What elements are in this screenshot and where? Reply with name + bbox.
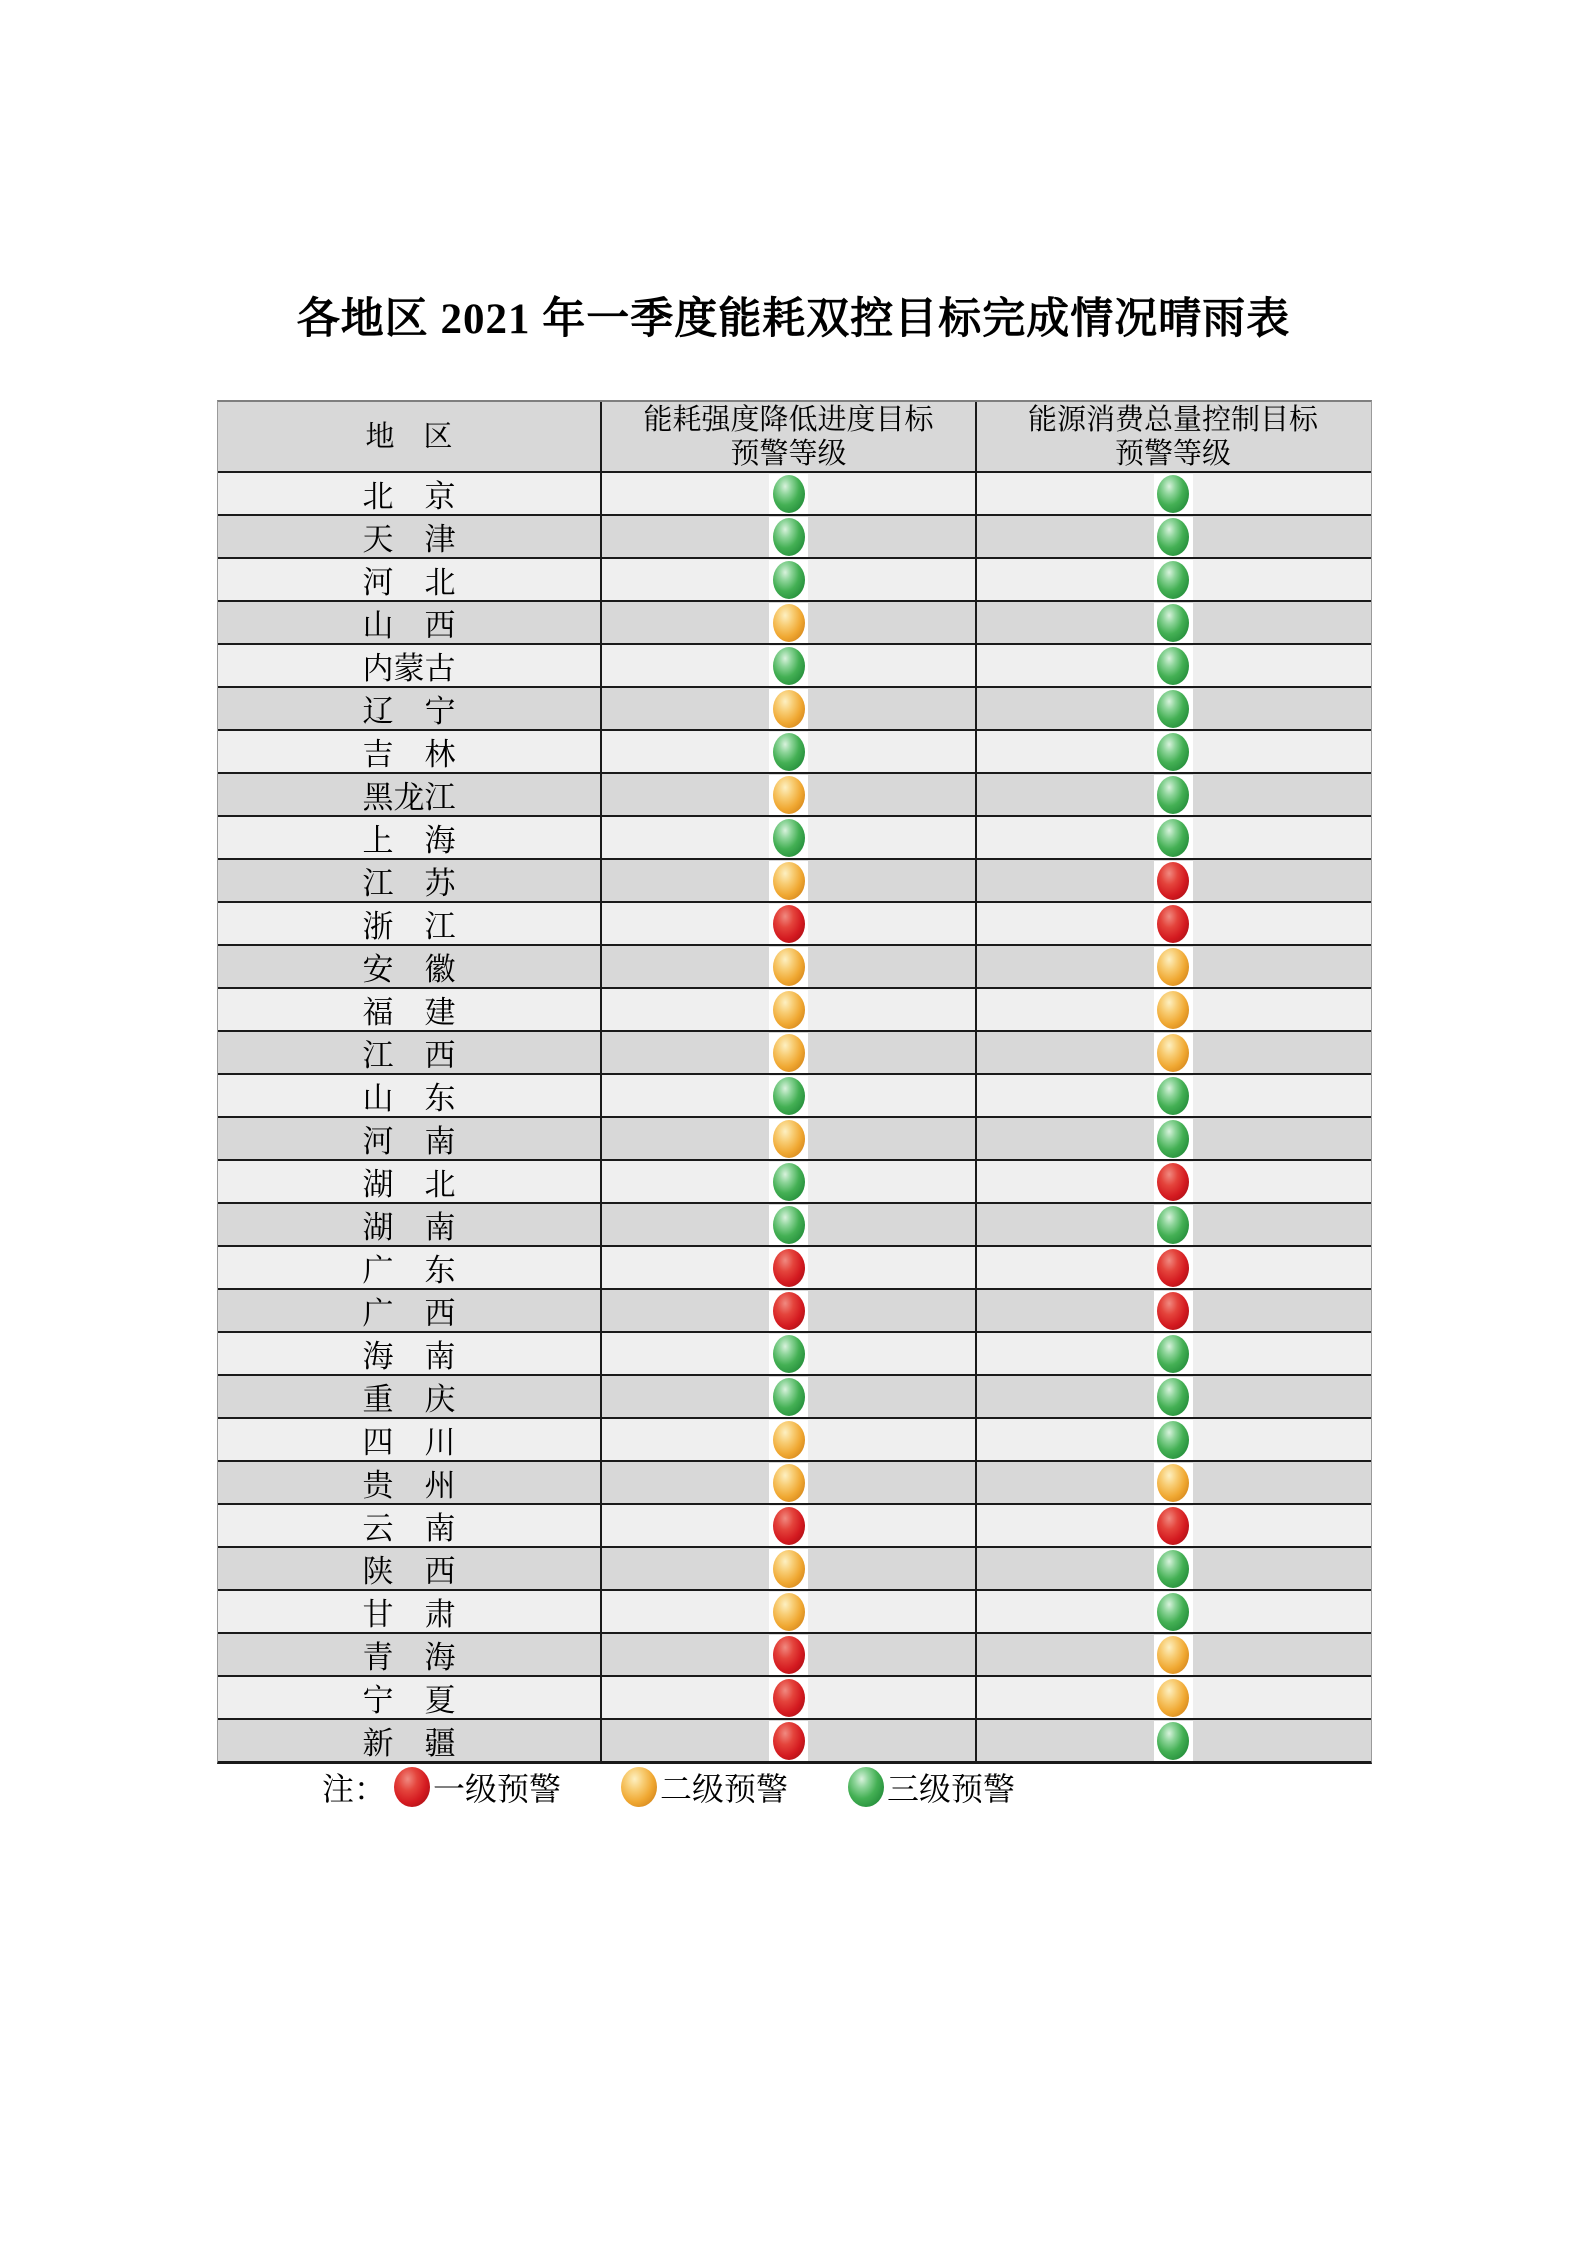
ball-backdrop (1154, 1506, 1193, 1546)
ball-backdrop (1154, 1033, 1193, 1073)
ball-backdrop (769, 990, 808, 1030)
intensity-warning-ball-green (773, 475, 805, 513)
intensity-warning-ball-red (773, 1507, 805, 1545)
intensity-warning-cell (600, 860, 975, 901)
intensity-warning-ball-orange (773, 1464, 805, 1502)
region-name: 海 南 (362, 1339, 456, 1374)
intensity-warning-ball-orange (773, 1421, 805, 1459)
intensity-warning-ball-green (773, 1077, 805, 1115)
ball-backdrop (769, 1248, 808, 1288)
ball-backdrop (1154, 689, 1193, 729)
legend-label: 二级预警 (660, 1771, 789, 1807)
intensity-warning-cell (600, 1591, 975, 1632)
legend-ball-orange (621, 1767, 657, 1807)
ball-backdrop (769, 1721, 808, 1761)
total-warning-cell (975, 946, 1369, 987)
legend-ball-green (848, 1767, 884, 1807)
region-name: 新 疆 (362, 1726, 456, 1761)
total-warning-cell (975, 1118, 1369, 1159)
region-name: 江 苏 (362, 866, 456, 901)
total-warning-cell (975, 774, 1369, 815)
header-total (975, 402, 1369, 471)
total-warning-ball-red (1157, 1249, 1189, 1287)
legend-label: 一级预警 (433, 1771, 562, 1807)
region-name: 贵 州 (362, 1468, 456, 1503)
intensity-warning-ball-orange (773, 862, 805, 900)
ball-backdrop (1154, 1678, 1193, 1718)
region-name: 安 徽 (362, 952, 456, 987)
intensity-warning-cell (600, 1548, 975, 1589)
total-warning-cell (975, 1720, 1369, 1761)
ball-backdrop (1154, 1119, 1193, 1159)
intensity-warning-cell (600, 946, 975, 987)
intensity-warning-ball-red (773, 905, 805, 943)
ball-backdrop (769, 1291, 808, 1331)
ball-backdrop (1154, 818, 1193, 858)
total-warning-ball-green (1157, 475, 1189, 513)
table-row (218, 1331, 1371, 1374)
header-intensity-line1: 能耗强度降低进度目标 (643, 403, 934, 436)
ball-backdrop (769, 1162, 808, 1202)
total-warning-ball-green (1157, 1120, 1189, 1158)
table-row (218, 772, 1371, 815)
total-warning-cell (975, 602, 1369, 643)
region-name: 江 西 (362, 1038, 456, 1073)
table-row (218, 1202, 1371, 1245)
intensity-warning-ball-green (773, 819, 805, 857)
ball-backdrop (769, 689, 808, 729)
total-warning-ball-orange (1157, 1034, 1189, 1072)
ball-backdrop (769, 1033, 808, 1073)
total-warning-cell (975, 645, 1369, 686)
table-row (218, 1546, 1371, 1589)
ball-backdrop (1154, 1721, 1193, 1761)
ball-backdrop (1154, 947, 1193, 987)
header-intensity (600, 402, 975, 471)
intensity-warning-ball-green (773, 1335, 805, 1373)
intensity-warning-cell (600, 1720, 975, 1761)
table-row (218, 1503, 1371, 1546)
ball-backdrop (769, 1119, 808, 1159)
ball-backdrop (1154, 517, 1193, 557)
region-name: 吉 林 (362, 737, 456, 772)
intensity-warning-ball-orange (773, 1593, 805, 1631)
total-warning-ball-red (1157, 905, 1189, 943)
total-warning-ball-green (1157, 1077, 1189, 1115)
intensity-warning-cell (600, 1333, 975, 1374)
ball-backdrop (769, 646, 808, 686)
region-name: 浙 江 (362, 909, 456, 944)
ball-backdrop (1154, 1463, 1193, 1503)
table-row (218, 643, 1371, 686)
ball-backdrop (769, 1549, 808, 1589)
total-warning-ball-green (1157, 819, 1189, 857)
ball-backdrop (1154, 1076, 1193, 1116)
ball-backdrop (769, 818, 808, 858)
legend-label: 三级预警 (887, 1771, 1016, 1807)
region-name: 天 津 (362, 522, 456, 557)
table-row (218, 1589, 1371, 1632)
region-name: 广 西 (362, 1296, 456, 1331)
table-body (218, 471, 1371, 1761)
total-warning-ball-green (1157, 561, 1189, 599)
total-warning-ball-orange (1157, 1636, 1189, 1674)
ball-backdrop (1154, 732, 1193, 772)
intensity-warning-cell (600, 1634, 975, 1675)
ball-backdrop (1154, 861, 1193, 901)
intensity-warning-cell (600, 1677, 975, 1718)
total-warning-cell (975, 1462, 1369, 1503)
total-warning-cell (975, 1290, 1369, 1331)
intensity-warning-ball-green (773, 647, 805, 685)
total-warning-cell (975, 516, 1369, 557)
ball-backdrop (1154, 1635, 1193, 1675)
table-row (218, 600, 1371, 643)
total-warning-cell (975, 1548, 1369, 1589)
total-warning-cell (975, 1161, 1369, 1202)
table-row (218, 1030, 1371, 1073)
ball-backdrop (1154, 646, 1193, 686)
ball-backdrop (769, 1205, 808, 1245)
table-row (218, 901, 1371, 944)
header-region (218, 402, 600, 471)
table-row (218, 514, 1371, 557)
table-row (218, 729, 1371, 772)
intensity-warning-cell (600, 559, 975, 600)
total-warning-ball-green (1157, 733, 1189, 771)
region-name: 内蒙古 (362, 651, 456, 686)
ball-backdrop (769, 775, 808, 815)
legend-item-green (848, 1764, 1015, 1810)
total-warning-ball-orange (1157, 991, 1189, 1029)
total-warning-cell (975, 1419, 1369, 1460)
intensity-warning-cell (600, 1376, 975, 1417)
table-row (218, 858, 1371, 901)
ball-backdrop (1154, 1334, 1193, 1374)
total-warning-cell (975, 1634, 1369, 1675)
table-row (218, 987, 1371, 1030)
ball-backdrop (1154, 1205, 1193, 1245)
total-warning-ball-green (1157, 1421, 1189, 1459)
region-name: 宁 夏 (362, 1683, 456, 1718)
intensity-warning-ball-orange (773, 1550, 805, 1588)
total-warning-cell (975, 1505, 1369, 1546)
intensity-warning-ball-green (773, 1206, 805, 1244)
ball-backdrop (769, 1076, 808, 1116)
intensity-warning-ball-red (773, 1249, 805, 1287)
page-title: 各地区 2021 年一季度能耗双控目标完成情况晴雨表 (296, 296, 1291, 343)
total-warning-ball-red (1157, 1507, 1189, 1545)
total-warning-cell (975, 1376, 1369, 1417)
total-warning-cell (975, 1032, 1369, 1073)
region-name: 陕 西 (362, 1554, 456, 1589)
legend-item-red (394, 1764, 561, 1810)
total-warning-cell (975, 1075, 1369, 1116)
total-warning-cell (975, 1677, 1369, 1718)
table-row (218, 1675, 1371, 1718)
total-warning-ball-red (1157, 1163, 1189, 1201)
total-warning-cell (975, 473, 1369, 514)
total-warning-ball-orange (1157, 1464, 1189, 1502)
ball-backdrop (769, 732, 808, 772)
ball-backdrop (769, 1506, 808, 1546)
region-name: 四 川 (362, 1425, 456, 1460)
ball-backdrop (769, 474, 808, 514)
table-row (218, 471, 1371, 514)
intensity-warning-ball-red (773, 1636, 805, 1674)
table-row (218, 1718, 1371, 1761)
region-name: 湖 南 (362, 1210, 456, 1245)
intensity-warning-cell (600, 817, 975, 858)
total-warning-cell (975, 731, 1369, 772)
ball-backdrop (769, 1420, 808, 1460)
table-row (218, 1632, 1371, 1675)
ball-backdrop (1154, 1248, 1193, 1288)
table-row (218, 1116, 1371, 1159)
region-name: 河 北 (362, 565, 456, 600)
intensity-warning-cell (600, 473, 975, 514)
ball-backdrop (1154, 1377, 1193, 1417)
ball-backdrop (1154, 1291, 1193, 1331)
ball-backdrop (769, 904, 808, 944)
ball-backdrop (1154, 1549, 1193, 1589)
ball-backdrop (769, 1678, 808, 1718)
intensity-warning-ball-red (773, 1722, 805, 1760)
ball-backdrop (769, 1377, 808, 1417)
region-name: 上 海 (362, 823, 456, 858)
total-warning-cell (975, 903, 1369, 944)
legend (322, 1764, 1075, 1810)
intensity-warning-ball-orange (773, 1120, 805, 1158)
region-name: 辽 宁 (362, 694, 456, 729)
intensity-warning-ball-orange (773, 690, 805, 728)
region-name: 黑龙江 (362, 780, 456, 815)
intensity-warning-cell (600, 1290, 975, 1331)
ball-backdrop (769, 1334, 808, 1374)
intensity-warning-cell (600, 1505, 975, 1546)
table-row (218, 1374, 1371, 1417)
intensity-warning-ball-orange (773, 776, 805, 814)
total-warning-ball-green (1157, 604, 1189, 642)
total-warning-ball-red (1157, 1292, 1189, 1330)
total-warning-ball-green (1157, 1550, 1189, 1588)
intensity-warning-cell (600, 1462, 975, 1503)
region-name: 山 东 (362, 1081, 456, 1116)
legend-note-label: 注： (322, 1771, 387, 1807)
total-warning-ball-orange (1157, 948, 1189, 986)
header-total-line2: 预警等级 (1114, 437, 1231, 470)
intensity-warning-cell (600, 1419, 975, 1460)
ball-backdrop (1154, 775, 1193, 815)
ball-backdrop (769, 861, 808, 901)
table-row (218, 1245, 1371, 1288)
intensity-warning-cell (600, 1161, 975, 1202)
ball-backdrop (1154, 1162, 1193, 1202)
table-row (218, 1417, 1371, 1460)
intensity-warning-cell (600, 645, 975, 686)
intensity-warning-ball-green (773, 518, 805, 556)
status-table (217, 400, 1372, 1764)
ball-backdrop (769, 947, 808, 987)
region-name: 北 京 (362, 479, 456, 514)
total-warning-cell (975, 688, 1369, 729)
total-warning-ball-green (1157, 1722, 1189, 1760)
table-row (218, 686, 1371, 729)
total-warning-ball-green (1157, 518, 1189, 556)
ball-backdrop (1154, 603, 1193, 643)
ball-backdrop (1154, 560, 1193, 600)
intensity-warning-ball-green (773, 1378, 805, 1416)
intensity-warning-ball-orange (773, 948, 805, 986)
table-row (218, 944, 1371, 987)
table-row (218, 557, 1371, 600)
table-header-row (218, 402, 1371, 471)
legend-item-orange (621, 1764, 788, 1810)
total-warning-ball-green (1157, 776, 1189, 814)
ball-backdrop (769, 1635, 808, 1675)
intensity-warning-ball-orange (773, 991, 805, 1029)
ball-backdrop (1154, 1592, 1193, 1632)
region-name: 湖 北 (362, 1167, 456, 1202)
intensity-warning-ball-green (773, 561, 805, 599)
intensity-warning-ball-orange (773, 1034, 805, 1072)
intensity-warning-cell (600, 1032, 975, 1073)
total-warning-ball-orange (1157, 1679, 1189, 1717)
ball-backdrop (1154, 1420, 1193, 1460)
ball-backdrop (769, 1463, 808, 1503)
header-intensity-line2: 预警等级 (730, 437, 847, 470)
total-warning-cell (975, 559, 1369, 600)
region-name: 福 建 (362, 995, 456, 1030)
total-warning-ball-green (1157, 1206, 1189, 1244)
total-warning-cell (975, 1247, 1369, 1288)
table-row (218, 1159, 1371, 1202)
total-warning-cell (975, 817, 1369, 858)
intensity-warning-cell (600, 602, 975, 643)
ball-backdrop (769, 603, 808, 643)
intensity-warning-cell (600, 1247, 975, 1288)
intensity-warning-cell (600, 1075, 975, 1116)
ball-backdrop (769, 517, 808, 557)
total-warning-ball-red (1157, 862, 1189, 900)
header-region-label: 地 区 (365, 420, 453, 453)
intensity-warning-cell (600, 903, 975, 944)
total-warning-cell (975, 860, 1369, 901)
total-warning-ball-green (1157, 690, 1189, 728)
table-row (218, 815, 1371, 858)
region-name: 河 南 (362, 1124, 456, 1159)
total-warning-cell (975, 989, 1369, 1030)
total-warning-ball-green (1157, 1378, 1189, 1416)
intensity-warning-cell (600, 516, 975, 557)
legend-items (394, 1764, 1075, 1810)
total-warning-cell (975, 1591, 1369, 1632)
intensity-warning-cell (600, 688, 975, 729)
total-warning-cell (975, 1204, 1369, 1245)
total-warning-ball-green (1157, 1593, 1189, 1631)
total-warning-cell (975, 1333, 1369, 1374)
intensity-warning-cell (600, 1204, 975, 1245)
intensity-warning-cell (600, 1118, 975, 1159)
intensity-warning-ball-green (773, 733, 805, 771)
region-name: 青 海 (362, 1640, 456, 1675)
ball-backdrop (1154, 904, 1193, 944)
intensity-warning-cell (600, 774, 975, 815)
intensity-warning-cell (600, 731, 975, 772)
ball-backdrop (769, 560, 808, 600)
table-row (218, 1288, 1371, 1331)
ball-backdrop (1154, 990, 1193, 1030)
ball-backdrop (1154, 474, 1193, 514)
table-row (218, 1073, 1371, 1116)
region-name: 广 东 (362, 1253, 456, 1288)
total-warning-ball-green (1157, 647, 1189, 685)
intensity-warning-ball-red (773, 1292, 805, 1330)
total-warning-ball-green (1157, 1335, 1189, 1373)
region-name: 山 西 (362, 608, 456, 643)
intensity-warning-ball-orange (773, 604, 805, 642)
intensity-warning-ball-green (773, 1163, 805, 1201)
intensity-warning-cell (600, 989, 975, 1030)
header-total-line1: 能源消费总量控制目标 (1027, 403, 1318, 436)
intensity-warning-ball-red (773, 1679, 805, 1717)
region-name: 云 南 (362, 1511, 456, 1546)
table-row (218, 1460, 1371, 1503)
region-name: 甘 肃 (362, 1597, 456, 1632)
region-name: 重 庆 (362, 1382, 456, 1417)
ball-backdrop (769, 1592, 808, 1632)
legend-ball-red (394, 1767, 430, 1807)
